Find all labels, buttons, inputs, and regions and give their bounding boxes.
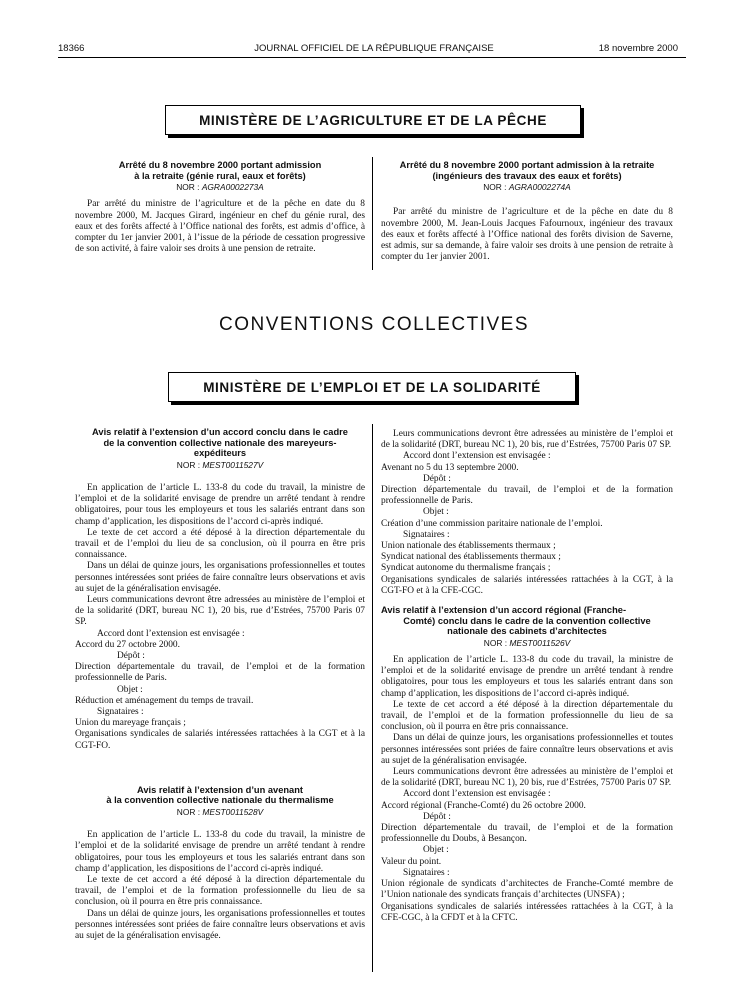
nor-reference [381, 638, 673, 649]
paragraph: Le texte de cet accord a été déposé à la direction départementale du travail, de l’emploi et de la formation professionnelle du lieu de sa conclusion, où il pourra en être pris connaissance. [381, 699, 673, 733]
paragraph: Leurs communications devront être adressées au ministère de l’emploi et de la solidarité (DRT, bureau NC 1), 20 bis, rue d’Estrées, 75700 Paris 07 SP. [381, 429, 673, 451]
nor-code: MEST0011526V [509, 637, 571, 648]
accord-value: Avenant no 5 du 13 septembre 2000. [381, 462, 519, 473]
nor-reference [381, 182, 673, 193]
column-divider [372, 157, 373, 270]
arrete-body: Par arrêté du ministre de l’agriculture et de la pêche en date du 8 novembre 2000, M. Jacques Girard, ingénieur en chef du génie rural, des eaux et des forêts affecté à l’Office national des forêts, est admis d’office, à compter du 1er janvier 2001, à l’issue de la période de cessation progressive de son activité, à faire valoir ses droits à une pension de retraite. [75, 199, 365, 255]
ministry-agriculture-heading: MINISTÈRE DE L’AGRICULTURE ET DE LA PÊCHE [165, 105, 581, 135]
objet-value: Valeur du point. [381, 856, 442, 867]
paragraph: Dans un délai de quinze jours, les organisations professionnelles et toutes personnes intéressées sont priées de faire connaître leurs observations et avis au sujet de la généralisation envisagée. [75, 561, 365, 594]
paragraph: Le texte de cet accord a été déposé à la direction départementale du travail, de l’emploi et de la formation professionnelle du lieu de sa conclusion, où il pourra en être pris connaissance. [75, 875, 365, 908]
signataires-label: Signataires : [403, 867, 450, 878]
column-divider [372, 424, 373, 972]
paragraph: Le texte de cet accord a été déposé à la direction départementale du travail et de l’emploi du lieu de sa conclusion, où il pourra en être pris connaissance. [75, 527, 365, 561]
avis-thermalisme-title [75, 785, 365, 806]
accord-label: Accord dont l’extension est envisagée : [97, 628, 245, 639]
arrete-body: Par arrêté du ministre de l’agriculture et de la pêche en date du 8 novembre 2000, M. Jean-Louis Jacques Fafournoux, ingénieur des travaux des eaux et forêts affecté à l’Office national des forêts division de Saverne, est admis, sur sa demande, à faire valoir ses droits à une pension de retraite à compter du 1er janvier 2001. [381, 207, 673, 263]
signataire: Organisations syndicales de salariés intéressées rattachées à la CGT, à la CGT-FO et à la CFE-CGC. [381, 574, 673, 596]
accord-value: Accord du 27 octobre 2000. [75, 639, 180, 650]
arrete-fafournoux [381, 160, 673, 263]
signataire: Organisations syndicales de salariés intéressées rattachées à la CGT, à la CFE-CGC, à la CFDT et à la CFTC. [381, 901, 673, 923]
nor-prefix: NOR : [176, 459, 201, 470]
objet-label: Objet : [423, 845, 449, 856]
signataires-label: Signataires : [97, 707, 144, 718]
objet-value: Réduction et aménagement du temps de travail. [75, 695, 254, 706]
title-line: de la convention collective nationale des mareyeurs- [103, 437, 337, 448]
nor-prefix: NOR : [483, 182, 507, 193]
paragraph: En application de l’article L. 133-8 du code du travail, la ministre de l’emploi et de la solidarité envisage de prendre un arrêté tendant à rendre obligatoires, pour tous les employeurs et tous les salariés entrant dans son champ d’application, les dispositions de l’accord ci-après indiqué. [381, 655, 673, 699]
page-number: 18366 [58, 43, 85, 54]
title-line: Arrêté du 8 novembre 2000 portant admission [118, 160, 322, 170]
nor-code: AGRA0002274A [508, 182, 571, 193]
signataire: Union du mareyage français ; [75, 718, 186, 729]
signataires-label: Signataires : [403, 529, 450, 540]
title-line: expéditeurs [193, 448, 247, 459]
title-line: à la convention collective nationale du thermalisme [106, 795, 334, 806]
avis-architectes [381, 605, 673, 924]
signataire: Organisations syndicales de salariés intéressées rattachées à la CGT et à la CGT-FO. [75, 729, 365, 751]
paragraph: En application de l’article L. 133-8 du code du travail, la ministre de l’emploi et de la solidarité envisage de prendre un arrêté tendant à rendre obligatoires, pour tous les employeurs et tous les salariés entrant dans son champ d’application, les dispositions de l’accord ci-après indiqué. [75, 482, 365, 527]
signataire: Union régionale de syndicats d’architectes de Franche-Comté membre de l’Union nationale des syndicats français d’architectes (UNSFA) ; [381, 879, 673, 901]
avis-thermalisme-extension [75, 785, 365, 942]
nor-code: AGRA0002273A [201, 182, 264, 193]
title-line: Avis relatif à l’extension d’un avenant [136, 784, 303, 795]
depot-label: Dépôt : [423, 811, 451, 822]
issue-date: 18 novembre 2000 [598, 43, 678, 54]
nor-reference [75, 460, 365, 471]
objet-label: Objet : [423, 507, 449, 518]
title-line: Avis relatif à l’extension d’un accord conclu dans le cadre [92, 427, 348, 437]
accord-label: Accord dont l’extension est envisagée : [403, 789, 551, 800]
nor-code: MEST0011528V [202, 807, 264, 818]
paragraph: En application de l’article L. 133-8 du code du travail, la ministre de l’emploi et de la solidarité envisage de prendre un arrêté tendant à rendre obligatoires, pour tous les employeurs et tous les salariés entrant dans son champ d’application, les dispositions de l’accord ci-après indiqué. [75, 830, 365, 874]
nor-code: MEST0011527V [202, 459, 264, 470]
paragraph: Dans un délai de quinze jours, les organisations professionnelles et toutes personnes intéressées sont priées de faire connaître leurs observations et avis au sujet de la généralisation envisagée. [381, 733, 673, 766]
title-line: (ingénieurs des travaux des eaux et forêts) [432, 170, 622, 181]
left-column [75, 427, 365, 942]
header-rule [58, 57, 686, 58]
conventions-collectives-title: CONVENTIONS COLLECTIVES [218, 314, 530, 335]
nor-prefix: NOR : [483, 637, 508, 648]
avis-mareyeurs [75, 427, 365, 752]
avis-thermalisme-continued [381, 429, 673, 597]
title-line: nationale des cabinets d’architectes [447, 626, 607, 637]
objet-value: Création d’une commission paritaire nationale de l’emploi. [381, 518, 603, 529]
nor-reference [75, 182, 365, 193]
accord-value: Accord régional (Franche-Comté) du 26 octobre 2000. [381, 800, 586, 811]
depot-value: Direction départementale du travail, de l’emploi et de la formation professionnelle de Paris. [75, 662, 365, 684]
depot-label: Dépôt : [423, 473, 451, 484]
title-line: Comté) conclu dans le cadre de la convention collective [403, 615, 651, 626]
journal-title: JOURNAL OFFICIEL DE LA RÉPUBLIQUE FRANÇAISE [254, 43, 494, 54]
signataire: Union nationale des établissements thermaux ; [381, 541, 556, 552]
objet-label: Objet : [117, 684, 143, 695]
right-column [381, 429, 673, 924]
arrete-fafournoux-title [381, 160, 673, 181]
arrete-girard-title [75, 160, 365, 181]
paragraph: Leurs communications devront être adressées au ministère de l’emploi et de la solidarité (DRT, bureau NC 1), 20 bis, rue d’Estrées, 75700 Paris 07 SP. [381, 767, 673, 789]
title-line: à la retraite (génie rural, eaux et forêts) [134, 170, 306, 181]
avis-mareyeurs-title [75, 427, 365, 459]
depot-value: Direction départementale du travail, de l’emploi et de la formation professionnelle de Paris. [381, 485, 673, 507]
signataire: Syndicat autonome du thermalisme français ; [381, 563, 551, 574]
nor-prefix: NOR : [176, 807, 201, 818]
signataire: Syndicat national des établissements thermaux ; [381, 552, 561, 563]
nor-reference [75, 807, 365, 818]
title-line: Arrêté du 8 novembre 2000 portant admission à la retraite [399, 160, 655, 170]
accord-label: Accord dont l’extension est envisagée : [403, 451, 551, 462]
avis-architectes-title [381, 605, 673, 637]
nor-prefix: NOR : [176, 182, 200, 193]
paragraph: Dans un délai de quinze jours, les organisations professionnelles et toutes personnes intéressées sont priées de faire connaître leurs observations et avis au sujet de la généralisation envisagée. [75, 908, 365, 942]
depot-label: Dépôt : [117, 651, 145, 662]
ministry-emploi-heading: MINISTÈRE DE L’EMPLOI ET DE LA SOLIDARITÉ [168, 372, 576, 402]
depot-value: Direction départementale du travail, de l’emploi et de la formation professionnelle du Doubs, à Besançon. [381, 823, 673, 845]
paragraph: Leurs communications devront être adressées au ministère de l’emploi et de la solidarité (DRT, bureau NC 1), 20 bis, rue d’Estrées, 75700 Paris 07 SP. [75, 595, 365, 628]
arrete-girard [75, 160, 365, 255]
title-line: Avis relatif à l’extension d’un accord régional (Franche- [381, 605, 627, 616]
